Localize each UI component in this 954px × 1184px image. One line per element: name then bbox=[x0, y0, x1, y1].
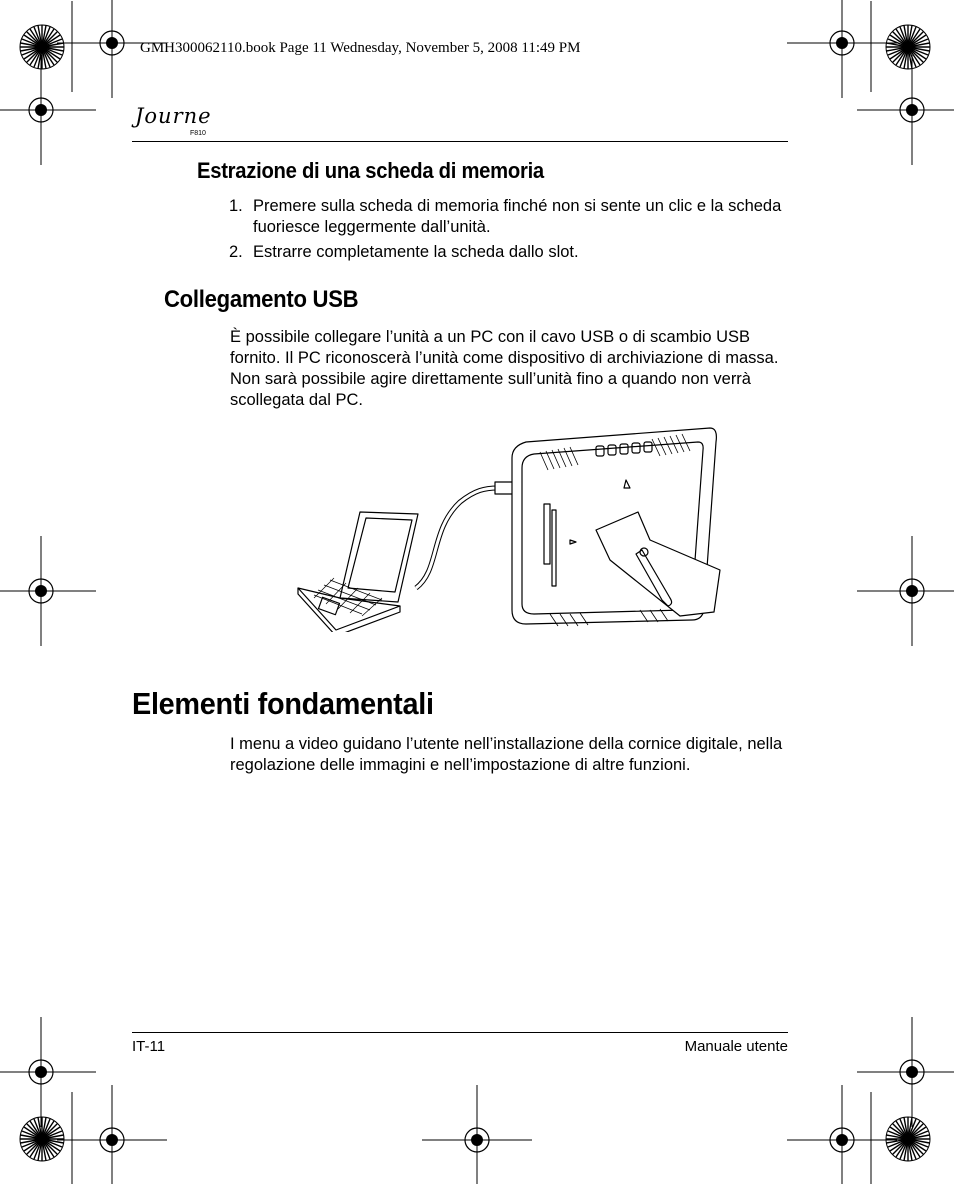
footer-rule bbox=[132, 1032, 788, 1033]
list-item bbox=[229, 242, 789, 263]
basics-paragraph: I menu a video guidano l’utente nell’installazione della cornice digitale, nella regolazione delle immagini e nell’impostazione di altre funzioni. bbox=[230, 735, 783, 774]
page-number: IT-11 bbox=[132, 1038, 166, 1055]
print-header: GMH300062110.book Page 11 Wednesday, November 5, 2008 11:49 PM bbox=[140, 40, 581, 56]
section-title-usb: Collegamento USB bbox=[164, 286, 359, 313]
step-text: Estrarre completamente la scheda dallo slot. bbox=[253, 243, 579, 261]
section-title-basics: Elementi fondamentali bbox=[132, 686, 434, 721]
list-item bbox=[229, 196, 789, 238]
step-number: 2. bbox=[229, 243, 243, 261]
laptop-icon bbox=[298, 512, 418, 632]
usb-connection-illustration bbox=[290, 420, 730, 632]
step-number: 1. bbox=[229, 197, 243, 215]
section-title-memory-card: Estrazione di una scheda di memoria bbox=[197, 158, 544, 183]
memory-card-steps bbox=[229, 196, 789, 267]
model-label: F810 bbox=[190, 130, 206, 137]
header-rule bbox=[132, 141, 788, 142]
manual-title: Manuale utente bbox=[684, 1038, 788, 1055]
step-text: Premere sulla scheda di memoria finché non si sente un clic e la scheda fuoriesce leggermente dall’unità. bbox=[253, 197, 782, 236]
usb-paragraph: È possibile collegare l’unità a un PC con il cavo USB o di scambio USB fornito. Il PC riconoscerà l’unità come dispositivo di archiviazione di massa. Non sarà possibile agire direttamente sull’unità fino a quando non verrà scollegata dal PC. bbox=[230, 328, 779, 409]
brand-logo: Journe bbox=[135, 104, 212, 128]
photo-frame-icon bbox=[512, 428, 720, 626]
